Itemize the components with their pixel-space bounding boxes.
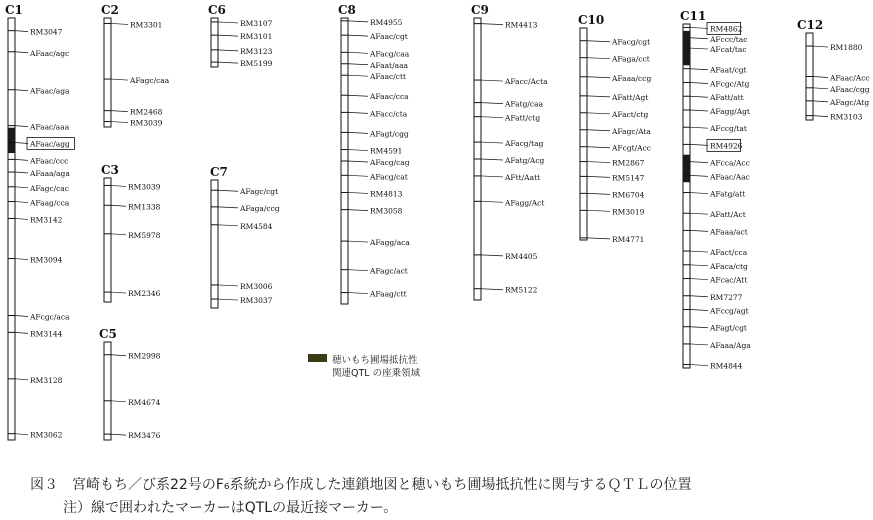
marker-label: RM4926 (710, 141, 743, 151)
marker-label: RM3058 (370, 206, 403, 216)
marker-connector (587, 238, 610, 239)
chromosome-bar (683, 24, 690, 368)
marker-label: AFatg/caa (505, 99, 544, 109)
marker-connector (813, 77, 828, 78)
marker-connector (111, 205, 126, 206)
marker-label: RM4955 (370, 17, 403, 27)
marker-connector (348, 35, 368, 36)
marker-label: AFacg/caa (370, 49, 410, 59)
marker-label: AFacc/cta (370, 109, 408, 119)
marker-connector (813, 88, 828, 89)
marker-label: RM3047 (30, 27, 63, 37)
chromosome-c10 (578, 13, 651, 244)
marker-label: AFaaa/ccg (612, 73, 652, 83)
marker-label: AFaac/cca (370, 92, 409, 102)
chromosome-c8 (338, 3, 410, 304)
marker-label: RM3128 (30, 375, 63, 385)
chromosome-label: C8 (338, 3, 356, 17)
marker-label: RM1338 (128, 202, 161, 212)
marker-label: RM2468 (130, 107, 163, 117)
marker-label: RM5147 (612, 173, 645, 183)
chromosome-label: C7 (210, 165, 228, 179)
marker-label: AFacc/Acta (505, 77, 548, 87)
marker-connector (813, 101, 828, 102)
marker-connector (587, 41, 610, 42)
chromosome-label: C10 (578, 13, 605, 27)
marker-connector (587, 210, 610, 211)
marker-label: RM3142 (30, 215, 63, 225)
marker-connector (348, 132, 368, 133)
chromosome-label: C1 (5, 3, 23, 17)
marker-label: AFacg/cgt (612, 37, 651, 47)
marker-label: AFaaa/act (710, 227, 748, 237)
qtl-region (683, 155, 690, 183)
marker-connector (15, 172, 28, 173)
marker-connector (15, 159, 28, 160)
chromosome-c2 (101, 3, 170, 128)
chromosome-c11 (680, 9, 751, 371)
chromosome-c3 (101, 163, 161, 302)
chromosome-label: C6 (208, 3, 226, 17)
marker-label: AFaac/Acc (830, 73, 870, 83)
marker-label: RM5122 (505, 285, 538, 295)
marker-connector (481, 142, 503, 143)
marker-connector (481, 159, 503, 160)
marker-connector (218, 299, 238, 300)
qtl-legend-line2: 関連QTL の座乗領域 (332, 368, 421, 379)
marker-connector (690, 365, 708, 366)
marker-label: AFaag/cca (30, 198, 70, 208)
marker-label: AFaac/ccc (30, 156, 69, 166)
marker-label: AFaat/cgt (710, 65, 747, 75)
qtl-region (8, 128, 15, 153)
marker-label: RM3103 (830, 112, 863, 122)
marker-label: AFact/cca (710, 248, 748, 258)
chromosome-label: C5 (99, 327, 117, 341)
marker-label: RM4844 (710, 361, 743, 371)
qtl-legend-line1: 穂いもち圃場抵抗性 (332, 355, 418, 366)
marker-label: RM3107 (240, 18, 273, 28)
marker-connector (587, 162, 610, 163)
marker-label: AFagc/act (370, 266, 408, 276)
marker-label: RM3123 (240, 46, 273, 56)
marker-connector (218, 35, 238, 36)
marker-connector (218, 190, 238, 191)
marker-connector (587, 58, 610, 59)
marker-label: RM3039 (130, 118, 163, 128)
marker-connector (348, 150, 368, 151)
chromosome-c7 (210, 165, 280, 308)
marker-label: RM4591 (370, 146, 403, 156)
marker-connector (348, 192, 368, 193)
marker-label: RM3301 (130, 20, 163, 30)
marker-connector (111, 23, 128, 24)
marker-connector (348, 293, 368, 294)
marker-connector (15, 142, 28, 143)
chromosome-bar (104, 178, 111, 302)
marker-connector (348, 52, 368, 53)
marker-label: AFagg/aca (370, 238, 410, 248)
marker-label: RM4405 (505, 251, 538, 261)
marker-connector (348, 241, 368, 242)
marker-label: AFaac/cgg (830, 84, 870, 94)
figure-caption: 図３ 宮崎もち／び系22号のF₆系統から作成した連鎖地図と穂いもち圃場抵抗性に関与するＱＴＬの位置 (30, 477, 692, 493)
marker-label: AFcca/Acc (710, 158, 750, 168)
marker-connector (218, 50, 238, 51)
marker-connector (690, 265, 708, 266)
marker-connector (690, 127, 708, 128)
marker-label: RM4862 (710, 24, 743, 34)
marker-label: AFagc/cgt (240, 187, 279, 197)
marker-label: AFatt/Act (710, 210, 746, 220)
marker-connector (218, 225, 238, 226)
marker-connector (111, 355, 126, 356)
marker-connector (587, 77, 610, 78)
marker-connector (690, 27, 708, 28)
marker-connector (690, 38, 708, 39)
marker-connector (690, 175, 708, 176)
marker-connector (690, 230, 708, 231)
chromosome-label: C2 (101, 3, 119, 17)
marker-connector (348, 161, 368, 162)
marker-label: RM4674 (128, 397, 161, 407)
marker-connector (587, 193, 610, 194)
marker-connector (690, 144, 708, 145)
chromosome-c12 (797, 18, 870, 122)
marker-connector (218, 62, 238, 63)
marker-label: RM2867 (612, 158, 645, 168)
marker-label: AFcac/Att (710, 275, 748, 285)
marker-label: AFccc/tac (710, 34, 748, 44)
marker-label: AFatg/att (710, 189, 746, 199)
marker-connector (111, 401, 126, 402)
marker-label: RM3094 (30, 255, 63, 265)
marker-label: RM4813 (370, 189, 403, 199)
marker-label: AFacg/cag (370, 158, 410, 167)
marker-label: AFaac/Aac (710, 172, 750, 182)
marker-label: AFagc/cac (30, 183, 69, 193)
marker-connector (481, 176, 503, 177)
marker-connector (690, 251, 708, 252)
marker-connector (15, 202, 28, 203)
marker-label: RM3006 (240, 281, 273, 291)
chromosome-bar (211, 18, 218, 67)
marker-label: AFtt/Aatt (505, 172, 541, 182)
marker-label: AFcgc/aca (30, 312, 70, 322)
marker-connector (15, 259, 28, 260)
marker-connector (587, 147, 610, 148)
chromosome-bar (104, 342, 111, 440)
marker-connector (690, 296, 708, 297)
marker-connector (690, 193, 708, 194)
marker-connector (111, 292, 126, 293)
marker-connector (111, 111, 128, 112)
marker-connector (690, 162, 708, 163)
marker-connector (15, 126, 28, 127)
marker-label: AFatt/ctg (505, 113, 541, 123)
marker-connector (348, 175, 368, 176)
chromosome-bar (8, 18, 15, 440)
marker-connector (111, 79, 128, 80)
marker-connector (690, 82, 708, 83)
marker-label: AFaga/cct (612, 54, 650, 64)
marker-label: RM3062 (30, 430, 63, 440)
marker-connector (481, 103, 503, 104)
marker-label: AFaga/ccg (240, 203, 280, 213)
chromosome-c6 (208, 3, 273, 68)
marker-label: AFaaa/Aga (710, 340, 751, 350)
marker-label: AFacg/tag (505, 139, 544, 149)
marker-connector (587, 176, 610, 177)
marker-connector (690, 96, 708, 97)
marker-connector (15, 332, 28, 333)
chromosome-label: C12 (797, 18, 824, 32)
marker-connector (690, 344, 708, 345)
marker-connector (690, 279, 708, 280)
marker-label: AFact/ctg (612, 109, 649, 119)
chromosome-c1 (5, 3, 74, 440)
chromosome-label: C3 (101, 163, 119, 177)
marker-label: RM7277 (710, 292, 743, 302)
marker-label: AFatt/Agt (612, 92, 649, 102)
marker-connector (587, 96, 610, 97)
marker-connector (481, 24, 503, 25)
marker-label: AFcgc/Atg (710, 79, 750, 89)
marker-label: AFaaa/aga (30, 169, 70, 179)
marker-label: RM4771 (612, 234, 645, 244)
marker-label: AFatt/att (710, 93, 744, 103)
marker-connector (690, 213, 708, 214)
marker-label: RM3476 (128, 431, 161, 441)
chromosome-label: C9 (471, 3, 489, 17)
marker-connector (690, 310, 708, 311)
marker-label: AFaac/ctt (370, 72, 407, 82)
figure-note: 注）線で囲われたマーカーはQTLの最近接マーカー。 (63, 500, 398, 516)
marker-connector (111, 185, 126, 186)
marker-connector (481, 289, 503, 290)
marker-label: AFaat/aaa (370, 60, 409, 70)
marker-label: AFaac/aga (30, 86, 70, 96)
marker-label: AFaac/aaa (30, 122, 70, 132)
marker-label: RM3037 (240, 296, 273, 306)
marker-connector (481, 80, 503, 81)
marker-connector (111, 122, 128, 123)
marker-label: RM4413 (505, 20, 538, 30)
marker-connector (218, 285, 238, 286)
marker-label: RM2346 (128, 289, 161, 299)
marker-connector (15, 31, 28, 32)
marker-label: AFagc/caa (130, 76, 170, 86)
marker-connector (481, 201, 503, 202)
marker-label: AFagg/Act (505, 198, 545, 208)
marker-connector (690, 48, 708, 49)
chromosome-c5 (99, 327, 161, 440)
marker-connector (15, 379, 28, 380)
marker-label: AFagg/Agt (710, 107, 750, 116)
marker-connector (15, 316, 28, 317)
marker-connector (348, 64, 368, 65)
marker-connector (218, 22, 238, 23)
marker-label: AFaac/agc (30, 48, 70, 58)
marker-label: RM3019 (612, 207, 645, 217)
marker-connector (348, 95, 368, 96)
marker-connector (15, 434, 28, 435)
marker-label: RM3144 (30, 329, 63, 339)
marker-label: AFatg/Acg (505, 156, 545, 165)
marker-connector (813, 46, 828, 47)
marker-label: AFagc/Atg (830, 97, 870, 107)
marker-label: AFacg/cat (370, 172, 408, 182)
marker-label: AFccg/tat (710, 124, 747, 134)
chromosome-bar (211, 180, 218, 308)
marker-connector (348, 210, 368, 211)
marker-connector (690, 69, 708, 70)
marker-connector (15, 187, 28, 188)
marker-label: AFccg/agt (710, 306, 749, 316)
marker-connector (348, 21, 368, 22)
marker-connector (690, 110, 708, 111)
marker-label: AFagt/cgg (370, 129, 409, 139)
marker-connector (481, 255, 503, 256)
chromosome-bar (580, 28, 587, 240)
marker-connector (690, 327, 708, 328)
marker-connector (111, 234, 126, 235)
marker-connector (15, 90, 28, 91)
marker-label: RM3101 (240, 32, 273, 42)
marker-label: AFcat/tac (710, 45, 747, 55)
marker-label: AFaac/agg (30, 139, 70, 149)
marker-label: AFaac/cgt (370, 32, 408, 42)
marker-connector (348, 75, 368, 76)
marker-label: RM1880 (830, 43, 863, 53)
marker-label: AFagc/Ata (612, 126, 651, 136)
marker-label: RM6704 (612, 190, 645, 200)
marker-connector (15, 218, 28, 219)
chromosome-c9 (471, 3, 548, 300)
marker-label: AFaca/ctg (710, 261, 748, 271)
marker-label: AFaag/ctt (370, 289, 407, 299)
marker-connector (348, 112, 368, 113)
marker-label: AFcgt/Acc (612, 143, 651, 153)
marker-connector (218, 207, 238, 208)
marker-connector (111, 434, 126, 435)
marker-label: RM5199 (240, 59, 273, 69)
marker-connector (587, 113, 610, 114)
marker-connector (15, 52, 28, 53)
marker-label: AFagt/cgt (710, 323, 747, 333)
marker-connector (348, 270, 368, 271)
marker-label: RM3039 (128, 182, 161, 192)
marker-label: RM5978 (128, 230, 161, 240)
marker-label: RM4584 (240, 221, 273, 231)
marker-connector (813, 116, 828, 117)
marker-connector (481, 117, 503, 118)
qtl-legend-swatch (308, 354, 327, 362)
marker-label: RM2998 (128, 351, 161, 361)
chromosome-label: C11 (680, 9, 707, 23)
marker-connector (587, 130, 610, 131)
